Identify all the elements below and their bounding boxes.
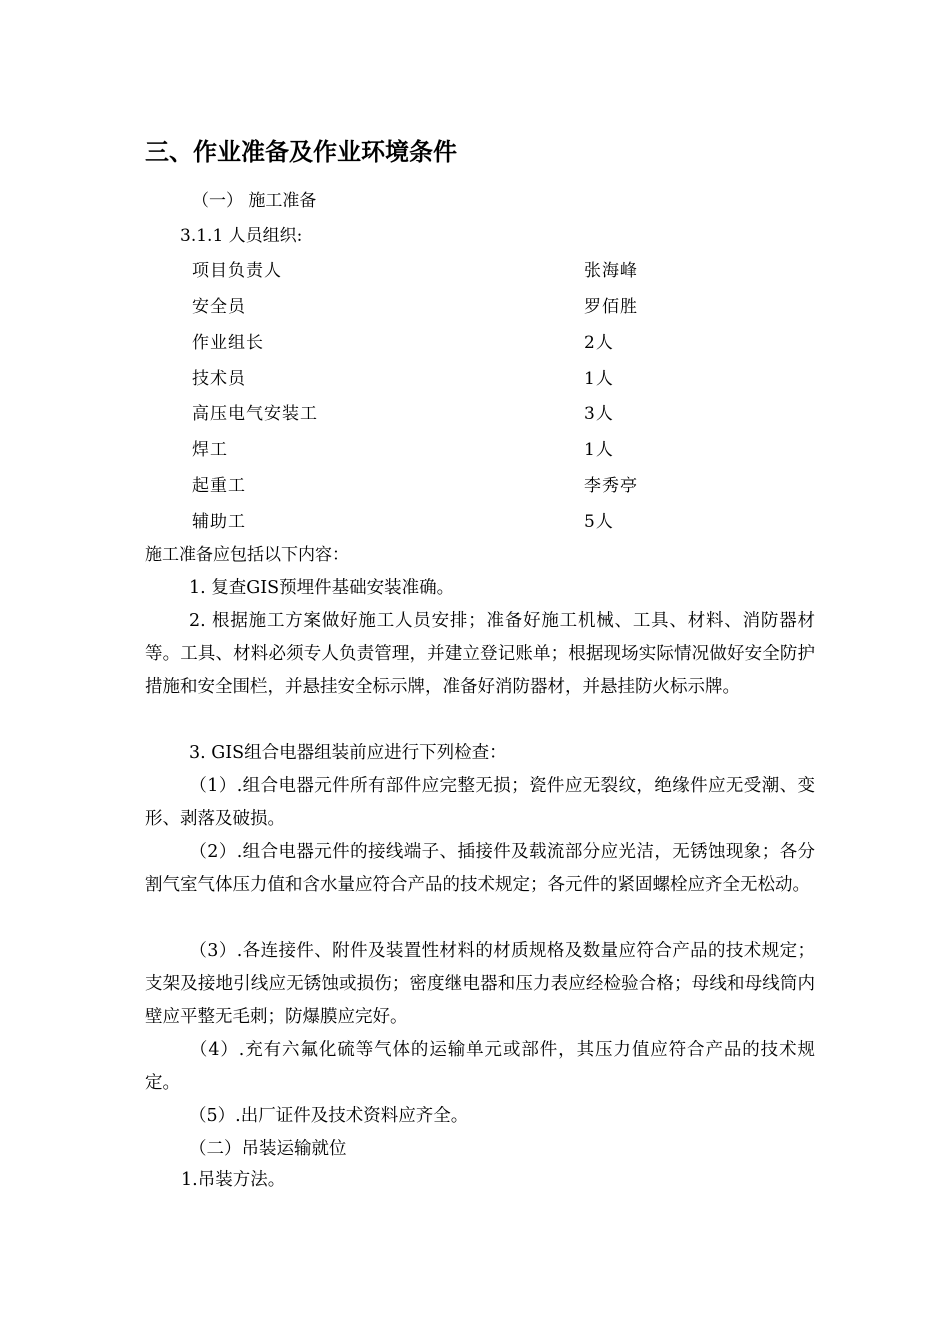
staff-value: 5人 (584, 512, 614, 532)
staff-role: 高压电气安装工 (192, 404, 318, 424)
staff-role: 安全员 (192, 297, 246, 317)
prep-item-1: 1. 复查GIS预埋件基础安装准确。 (189, 578, 455, 598)
staff-value: 李秀亭 (584, 476, 638, 496)
hoisting-method: 1.吊装方法。 (181, 1170, 286, 1190)
check-item-3: （3）.各连接件、附件及装置性材料的材质规格及数量应符合产品的技术规定；支架及接地引线应无锈蚀或损伤；密度继电器和压力表应经检验合格；母线和母线筒内壁应平整无毛刺；防爆膜应完好。 (145, 941, 815, 1027)
staff-role: 焊工 (192, 440, 228, 460)
subsection-heading-staff-organization: 3.1.1 人员组织: (180, 226, 303, 246)
section-title: 三、作业准备及作业环境条件 (145, 138, 457, 166)
prep-intro: 施工准备应包括以下内容： (145, 545, 349, 565)
check-item-5: （5）.出厂证件及技术资料应齐全。 (189, 1106, 469, 1126)
staff-value: 张海峰 (584, 261, 638, 281)
staff-role: 起重工 (192, 476, 246, 496)
staff-value: 1人 (584, 440, 614, 460)
prep-item-2: 2. 根据施工方案做好施工人员安排；准备好施工机械、工具、材料、消防器材等。工具、材料必须专人负责管理，并建立登记账单；根据现场实际情况做好安全防护措施和安全围栏，并悬挂安全标示牌，准备好消防器材，并悬挂防火标示牌。 (145, 611, 815, 697)
prep-item-3: 3. GIS组合电器组装前应进行下列检查： (189, 743, 507, 763)
staff-value: 罗佰胜 (584, 297, 638, 317)
check-item-4: （4）.充有六氟化硫等气体的运输单元或部件，其压力值应符合产品的技术规定。 (145, 1040, 815, 1093)
staff-role: 技术员 (192, 369, 246, 389)
staff-role: 辅助工 (192, 512, 246, 532)
staff-value: 2人 (584, 333, 614, 353)
check-item-1: （1）.组合电器元件所有部件应完整无损；瓷件应无裂纹，绝缘件应无受潮、变形、剥落及破损。 (145, 776, 815, 829)
staff-value: 1人 (584, 369, 614, 389)
subsection-heading-hoisting: （二）吊装运输就位 (189, 1139, 347, 1159)
staff-role: 项目负责人 (192, 261, 282, 281)
staff-value: 3人 (584, 404, 614, 424)
check-item-2: （2）.组合电器元件的接线端子、插接件及载流部分应光洁，无锈蚀现象；各分割气室气体压力值和含水量应符合产品的技术规定；各元件的紧固螺栓应齐全无松动。 (145, 842, 815, 895)
subsection-heading-construction-prep: （一） 施工准备 (192, 191, 317, 211)
staff-role: 作业组长 (192, 333, 264, 353)
